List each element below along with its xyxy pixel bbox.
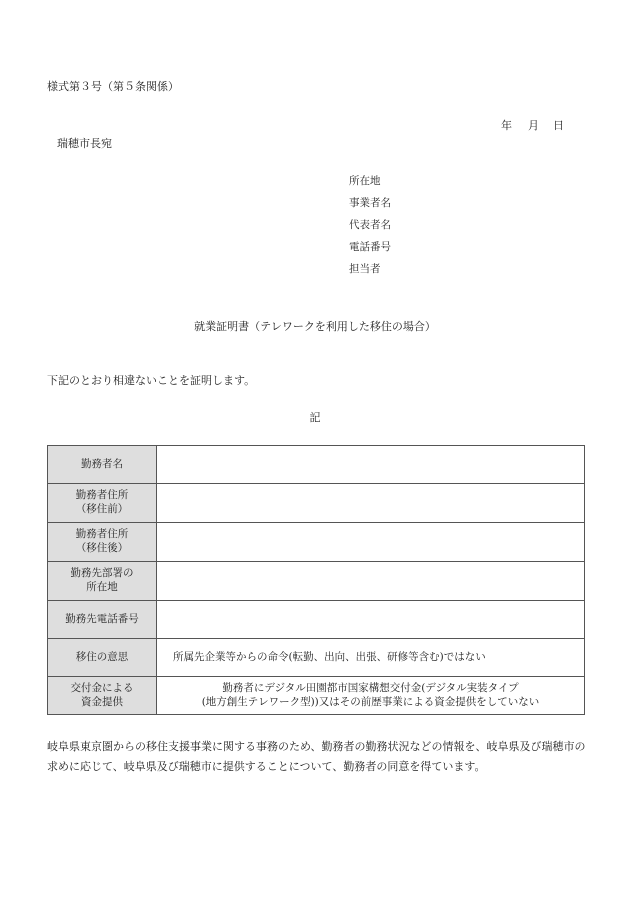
table-row — [48, 677, 585, 715]
date-day-label: 日 — [553, 119, 564, 132]
table-row — [48, 523, 585, 562]
value-relocation-intent: 所属先企業等からの命令(転勤、出向、出張、研修等含む)ではない — [157, 639, 585, 677]
applicant-business-name-label: 事業者名 — [349, 197, 391, 209]
date-year-label: 年 — [501, 119, 512, 132]
table-row — [48, 639, 585, 677]
consent-statement: 岐阜県東京圏からの移住支援事業に関する事務のため、勤務者の勤務状況などの情報を、岐阜県及び瑞穂市の求めに応じて、岐阜県及び瑞穂市に提供することについて、勤務者の同意を得ています。 — [47, 740, 586, 773]
table-row — [48, 562, 585, 601]
value-workplace-location[interactable] — [157, 562, 585, 601]
certification-statement: 下記のとおり相違ないことを証明します。 — [47, 374, 256, 387]
label-relocation-intent: 移住の意思 — [48, 639, 157, 677]
value-grant-funding: 勤務者にデジタル田園都市国家構想交付金(デジタル実装タイプ (地方創生テレワーク型))又はその前歴事業による資金提供をしていない — [157, 677, 585, 715]
applicant-address-label: 所在地 — [349, 175, 381, 187]
certificate-table — [47, 445, 585, 715]
label-grant-funding: 交付金による 資金提供 — [48, 677, 157, 715]
date-line — [501, 120, 564, 131]
applicant-contact-person-label: 担当者 — [349, 263, 381, 275]
table-row — [48, 484, 585, 523]
value-worker-name[interactable] — [157, 446, 585, 484]
table-row — [48, 446, 585, 484]
label-address-after: 勤務者住所 （移住後） — [48, 523, 157, 562]
value-workplace-phone[interactable] — [157, 601, 585, 639]
label-workplace-location: 勤務先部署の 所在地 — [48, 562, 157, 601]
addressee: 瑞穂市長宛 — [57, 137, 112, 150]
value-address-before[interactable] — [157, 484, 585, 523]
applicant-representative-label: 代表者名 — [349, 219, 391, 231]
label-address-before: 勤務者住所 （移住前） — [48, 484, 157, 523]
label-workplace-phone: 勤務先電話番号 — [48, 601, 157, 639]
ki-heading: 記 — [309, 411, 321, 424]
label-worker-name: 勤務者名 — [48, 446, 157, 484]
applicant-phone-label: 電話番号 — [349, 241, 391, 253]
form-number: 様式第３号（第５条関係） — [47, 80, 179, 93]
table-row — [48, 601, 585, 639]
document-title: 就業証明書（テレワークを利用した移住の場合） — [194, 320, 436, 333]
value-address-after[interactable] — [157, 523, 585, 562]
date-month-label: 月 — [528, 119, 539, 132]
